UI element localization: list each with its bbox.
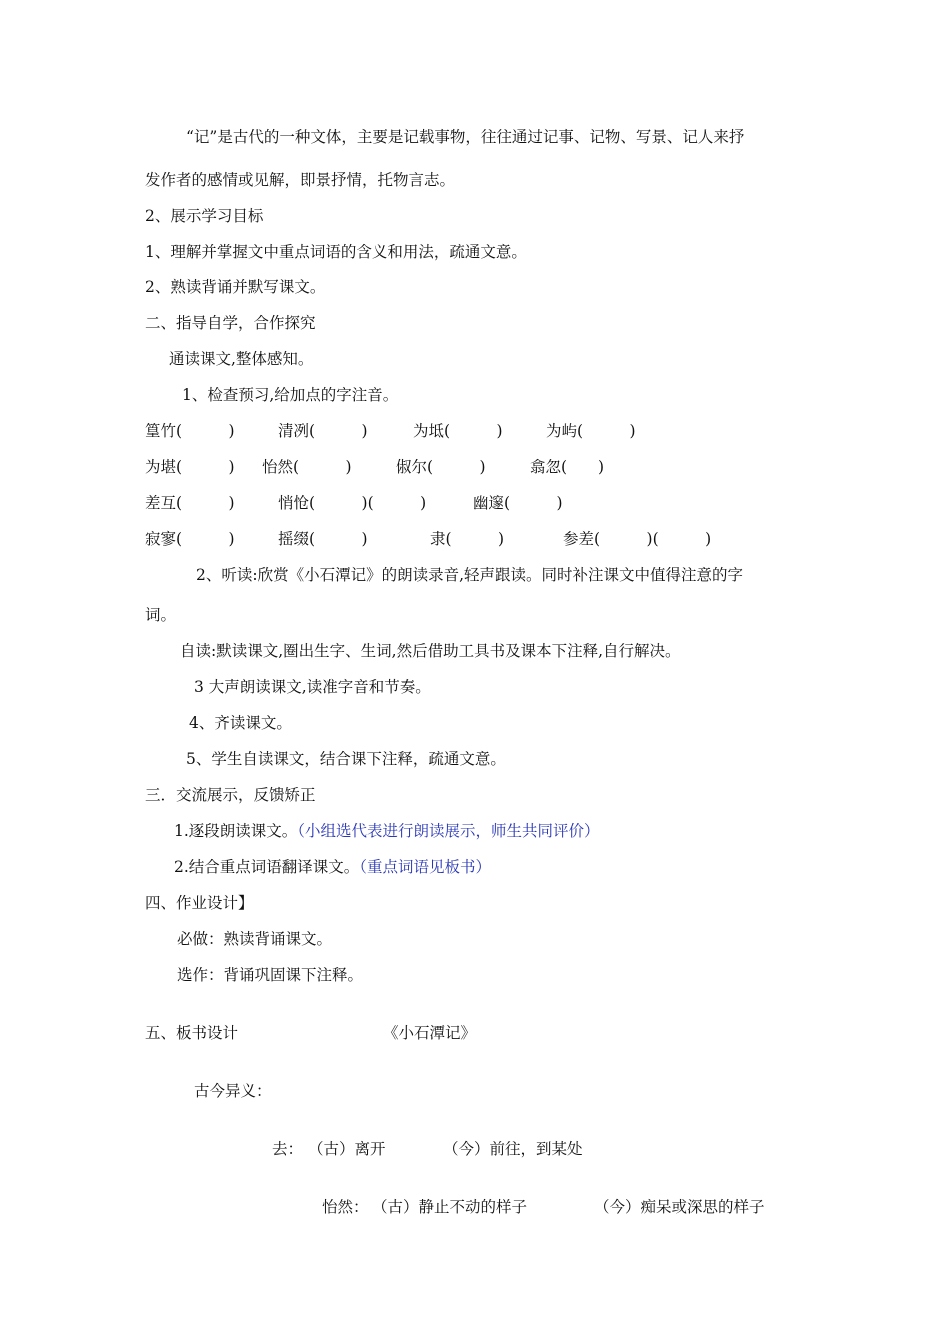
- check-preview-line: 1、检查预习,给加点的字注音。: [182, 386, 399, 404]
- pinyin-item: 寂寥( ): [145, 530, 235, 548]
- section-3-item-1: [174, 821, 600, 841]
- pinyin-item: 怡然( ): [262, 458, 352, 476]
- pinyin-item: 参差( )( ): [563, 530, 712, 548]
- section-3-item-2: [174, 857, 491, 877]
- pinyin-item: 为堪( ): [145, 458, 235, 476]
- ancient-modern-heading: 古今异义：: [194, 1082, 272, 1100]
- section-5-heading: 五、板书设计: [145, 1024, 239, 1042]
- pinyin-item: 翕忽( ): [530, 458, 605, 476]
- objective-item-1: 1、理解并掌握文中重点词语的含义和用法，疏通文意。: [145, 243, 527, 261]
- read-through-line: 通读课文,整体感知。: [169, 350, 314, 368]
- pinyin-item: 俶尔( ): [396, 458, 486, 476]
- listen-line-2: 词。: [145, 606, 177, 624]
- section-4-heading: 四、作业设计】: [145, 894, 254, 912]
- homework-required: 必做：熟读背诵课文。: [177, 930, 333, 948]
- item-1-text: 1.逐段朗读课文。: [174, 822, 298, 840]
- self-read-line: 自读:默读课文,圈出生字、生词,然后借助工具书及课本下注释,自行解决。: [180, 642, 681, 660]
- section-3-heading: 三．交流展示，反馈矫正: [145, 786, 316, 804]
- objective-item-2: 2、熟读背诵并默写课文。: [145, 278, 326, 296]
- pinyin-item: 隶( ): [430, 530, 505, 548]
- pinyin-item: 差互( ): [145, 494, 235, 512]
- self-study-line: 5、学生自读课文，结合课下注释，疏通文意。: [186, 750, 506, 768]
- pinyin-item: 悄怆( )( ): [278, 494, 427, 512]
- pinyin-item: 篁竹( ): [145, 422, 235, 440]
- read-together-line: 4、齐读课文。: [189, 714, 292, 732]
- yiran-ancient: （古）静止不动的样子: [372, 1198, 528, 1216]
- listen-line-1: 2、听读:欣赏《小石潭记》的朗读录音,轻声跟读。同时补注课文中值得注意的字: [196, 566, 744, 584]
- item-2-note: （重点词语见板书）: [359, 858, 492, 876]
- section-2-heading: 二、指导自学，合作探究: [145, 314, 316, 332]
- board-title: 《小石潭记》: [383, 1024, 477, 1042]
- qu-word: 去：: [272, 1140, 304, 1158]
- pinyin-item: 摇缀( ): [278, 530, 368, 548]
- qu-modern: （今）前往，到某处: [443, 1140, 583, 1158]
- intro-line-2: 发作者的感情或见解，即景抒情，托物言志。: [145, 171, 456, 189]
- intro-line-1: “记”是古代的一种文体，主要是记载事物，往往通过记事、记物、写景、记人来抒: [186, 128, 745, 146]
- item-2-text: 2.结合重点词语翻译课文。: [174, 858, 360, 876]
- homework-optional: 选作：背诵巩固课下注释。: [177, 966, 364, 984]
- pinyin-item: 为坻( ): [413, 422, 503, 440]
- read-aloud-line: 3 大声朗读课文,读准字音和节奏。: [194, 678, 431, 696]
- pinyin-item: 幽邃( ): [473, 494, 563, 512]
- yiran-modern: （今）痴呆或深思的样子: [594, 1198, 765, 1216]
- item-1-note: （小组选代表进行朗读展示，师生共同评价）: [297, 822, 600, 840]
- objectives-heading: 2、展示学习目标: [145, 207, 264, 225]
- yiran-word: 怡然：: [322, 1198, 369, 1216]
- pinyin-item: 为屿( ): [546, 422, 636, 440]
- qu-ancient: （古）离开: [308, 1140, 386, 1158]
- pinyin-item: 清冽( ): [278, 422, 368, 440]
